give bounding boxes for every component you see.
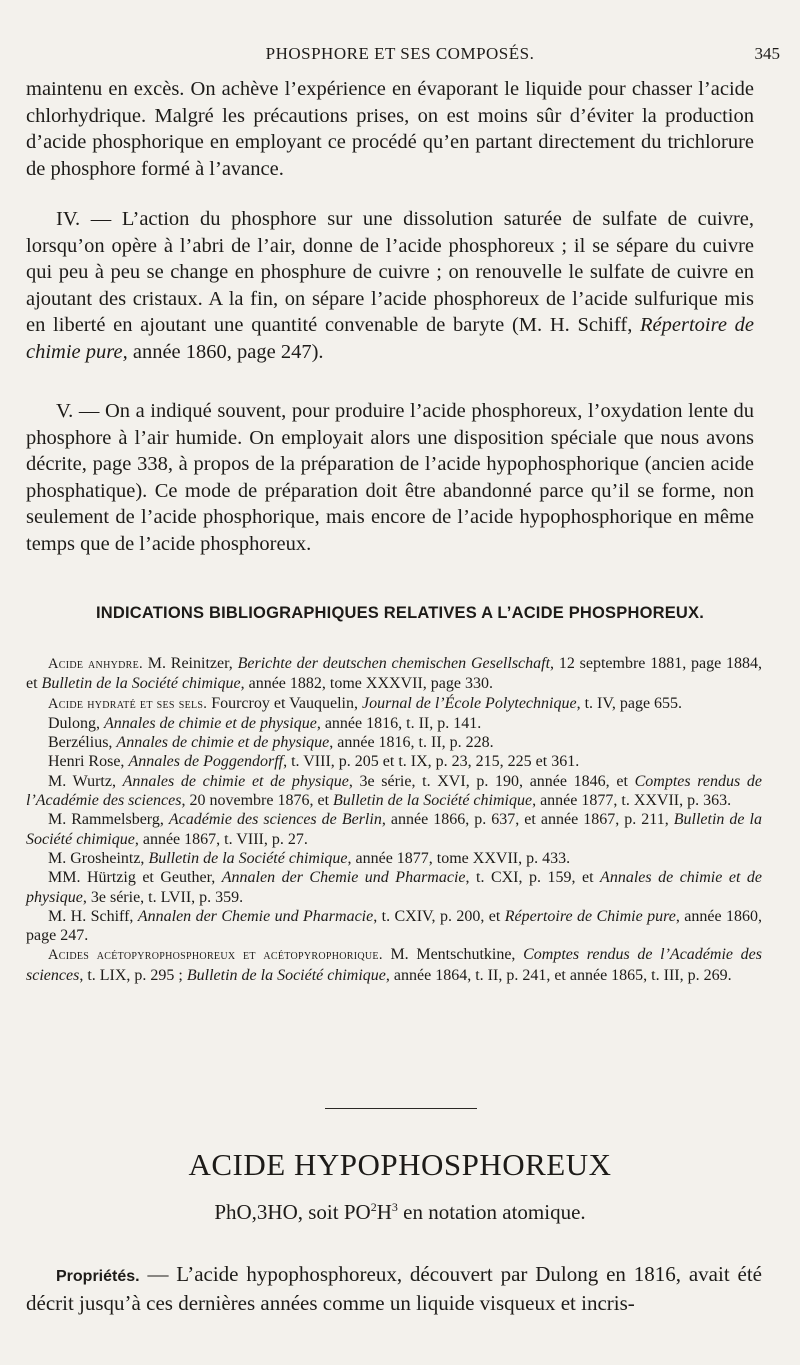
bibliography-list [26,654,762,985]
paragraph-continuation [26,76,754,182]
properties-text [26,1261,762,1317]
running-head-title: PHOSPHORE ET SES COMPOSÉS. [265,44,535,63]
bibliography-heading: INDICATIONS BIBLIOGRAPHIQUES RELATIVES A L’ACIDE PHOSPHOREUX. [95,604,705,622]
properties-paragraph [26,1261,762,1317]
paragraph-v-text: V. — On a indiqué souvent, pour produire l’acide phosphoreux, l’oxydation lente du phosphore à l’air humide. On employait alors une disposition spéciale que nous avons décrite, page 338, à propos de la préparation de l’acide hypophosphorique (ancien acide phosphatique). Ce mode de préparation doit être abandonné parce qu’il se forme, non seulement de l’acide phosphorique, mais encore de l’acide hypophosphorique en même temps que de l’acide phosphoreux. [26,400,754,555]
properties-body: — L’acide hypophosphoreux, découvert par Dulong en 1816, avait été décrit jusqu’à ces dernières années comme un liquide visqueux et incris- [26,1262,762,1315]
bibliography-entry: Henri Rose, Annales de Poggendorff, t. VIII, p. 205 et t. IX, p. 23, 215, 225 et 361. [48,753,580,771]
paragraph-iv-citation: Répertoire de chimie pure, [26,314,754,363]
paragraph-iv-end: année 1860, page 247). [132,340,324,363]
page-number: 345 [754,44,780,63]
bibliography-entry: M. Grosheintz, Bulletin de la Société chimique, année 1877, tome XXVII, p. 433. [48,849,571,867]
paragraph-iv [26,206,754,365]
bibliography-entry: M. Wurtz, Annales de chimie et de physique, 3e série, t. XVI, p. 190, année 1846, et Comptes rendus de l’Académie des sciences, 20 novembre 1876, et Bulletin de la Société chimique, année 1877, t. XXVII, p. 363. [26,772,763,810]
paragraph-iv-text [26,206,754,365]
paragraph-iv-main: IV. — L’action du phosphore sur une dissolution saturée de sulfate de cuivre, lorsqu’on opère à l’abri de l’air, donne de l’acide phosphoreux ; il se sépare du cuivre qui peu à peu se change en phosphure de cuivre ; on renouvelle le sulfate de cuivre en ajoutant des cristaux. A la fin, on sépare l’acide phosphoreux de l’acide sulfurique mis en liberté en ajoutant une quantité convenable de baryte (M. H. Schiff, [26,208,754,336]
bibliography-entry: Acide anhydre. M. Reinitzer, Berichte der deutschen chemischen Gesellschaft, 12 septembre 1881, page 1884, et Bulletin de la Société chimique, année 1882, tome XXXVII, page 330. [26,655,763,693]
paragraph-text: maintenu en excès. On achève l’expérience en évaporant le liquide pour chasser l’acide chlorhydrique. Malgré les précautions prises, on est moins sûr d’éviter la production d’acide phosphorique en employant ce procédé qu’en partant directement du trichlorure de phosphore formé à l’avance. [26,78,754,180]
bibliography-entry: M. H. Schiff, Annalen der Chemie und Pharmacie, t. CXIV, p. 200, et Répertoire de Chimie pure, année 1860, page 247. [26,907,763,945]
bibliography-entry: M. Rammelsberg, Académie des sciences de Berlin, année 1866, p. 637, et année 1867, p. 211, Bulletin de la Société chimique, année 1867, t. VIII, p. 27. [26,811,763,848]
bibliography-entry: Acide hydraté et ses sels. Fourcroy et Vauquelin, Journal de l’École Polytechnique, t. IV, page 655. [48,694,683,712]
bibliography-entry: MM. Hürtzig et Geuther, Annalen der Chemie und Pharmacie, t. CXI, p. 159, et Annales de chimie et de physique, 3e série, t. LVII, p. 359. [26,869,762,906]
bibliography-entry: Dulong, Annales de chimie et de physique, année 1816, t. II, p. 141. [48,714,482,732]
bibliography-entry: Acides acétopyrophosphoreux et acétopyrophorique. M. Mentschutkine, Comptes rendus de l’Académie des sciences, t. LIX, p. 295 ; Bulletin de la Société chimique, année 1864, t. II, p. 241, et année 1865, t. III, p. 269. [26,946,762,984]
running-head [0,44,800,70]
chemical-formula: PhO,3HO, soit $PO^2H^3$ en notation atomique. [214,1200,586,1224]
paragraph-v [26,398,754,557]
bibliography-entry: Berzélius, Annales de chimie et de physique, année 1816, t. II, p. 228. [48,734,494,752]
section-divider [325,1108,477,1109]
section-title: ACIDE HYPOPHOSPHOREUX [188,1147,612,1182]
properties-lead: Propriétés. [56,1268,140,1285]
